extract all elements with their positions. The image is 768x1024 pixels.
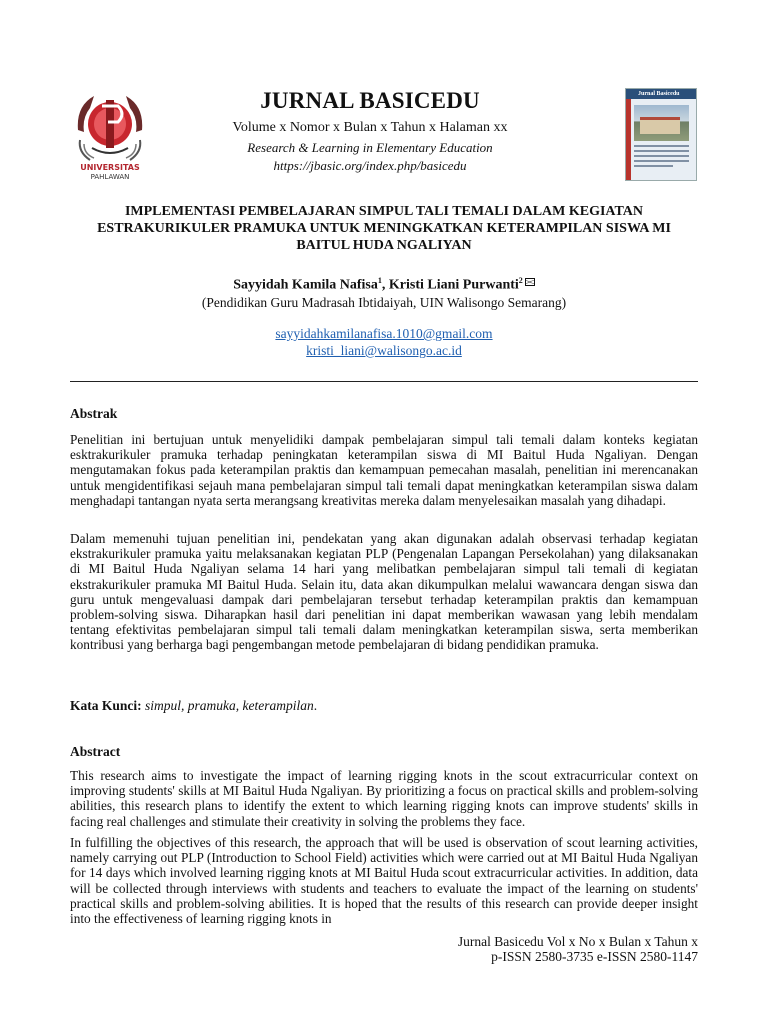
email-link-1[interactable]: sayyidahkamilanafisa.1010@gmail.com: [275, 326, 493, 341]
journal-title: JURNAL BASICEDU: [260, 88, 480, 113]
header-divider: [70, 381, 698, 382]
volume-line: Volume x Nomor x Bulan x Tahun x Halaman xx: [232, 120, 508, 135]
keywords-label: Kata Kunci:: [70, 698, 142, 713]
cover-title: Jurnal Basicedu: [638, 91, 680, 97]
abstrak-paragraph-2: Dalam memenuhi tujuan penelitian ini, pendekatan yang akan digunakan adalah observasi terhadap kegiatan ekstrakurikuler pramuka yaitu melaksanakan kegiatan PLP (Pengenalan Lapangan Persekolahan) yang dilaksanakan di MI Baitul Huda Ngaliyan selama 14 hari yang melibatkan pembelajaran simpul tali temali di kegiatan ekstrakurikuler pramuka MI Baitul Huda. Selain itu, data akan dikumpulkan melalui wawancara dengan siswa dan guru untuk mengevaluasi dampak dari pembelajaran tersebut terhadap keterampilan praktis dan kemampuan problem-solving siswa. Diharapkan hasil dari penelitian ini dapat memberikan wawasan yang lebih mendalam tentang efektivitas pembelajaran simpul tali temali dalam meningkatkan keterampilan siswa, serta memberikan kontribusi yang berharga bagi pengembangan metode pembelajaran di bidang pendidikan pramuka.: [70, 531, 698, 653]
authors-line: [70, 276, 698, 294]
envelope-icon: [525, 278, 535, 286]
journal-cover-thumbnail: [625, 88, 697, 181]
abstrak-heading: Abstrak: [70, 406, 118, 421]
author-1-sup: 1: [377, 276, 382, 285]
logo-text-1: UNIVERSITAS: [80, 163, 140, 172]
footer-journal-line: Jurnal Basicedu Vol x No x Bulan x Tahun x: [457, 934, 698, 949]
author-separator: ,: [381, 277, 389, 293]
footer-issn-line: p-ISSN 2580-3735 e-ISSN 2580-1147: [491, 949, 698, 964]
affiliation: (Pendidikan Guru Madrasah Ibtidaiyah, UIN Walisongo Semarang): [201, 295, 567, 310]
logo-text-2: PAHLAWAN: [90, 173, 130, 180]
article-title: IMPLEMENTASI PEMBELAJARAN SIMPUL TALI TEMALI DALAM KEGIATAN ESTRAKURIKULER PRAMUKA UNTUK MENINGKATKAN KETERAMPILAN SISWA MI BAITUL HUDA NGALIYAN: [97, 204, 671, 253]
email-link-2[interactable]: kristi_liani@walisongo.ac.id: [306, 343, 462, 358]
journal-subtitle: Research & Learning in Elementary Education: [247, 140, 493, 155]
author-2: Kristi Liani Purwanti: [388, 277, 519, 293]
keywords-end: .: [313, 698, 318, 713]
keywords-line: [70, 698, 317, 714]
abstract-paragraph-2: In fulfilling the objectives of this research, the approach that will be used is observation of scout learning activities, namely carrying out PLP (Introduction to School Field) activities which were carried out at MI Baitul Huda Ngaliyan for 14 days which involved learning rigging knots at MI Baitul Huda scout extracurricular activities. In addition, data will be collected through interviews with students and teachers to evaluate the impact of the learning on students' practical skills and problem-solving abilities. It is hoped that the results of this research can provide deeper insight into the effectiveness of learning rigging knots in: [70, 835, 698, 927]
abstract-paragraph-1: This research aims to investigate the impact of learning rigging knots in the scout extracurricular context on improving students' skills at MI Baitul Huda Ngaliyan. By prioritizing a focus on practical skills and problem-solving abilities, this research plans to identify the extent to which learning rigging knots can improve students' skills in facing real challenges and stimulate their creativity in solving the problems they face.: [70, 768, 698, 829]
journal-url[interactable]: https://jbasic.org/index.php/basicedu: [273, 158, 467, 173]
abstract-heading: Abstract: [70, 744, 121, 759]
author-2-sup: 2: [518, 276, 523, 285]
university-logo: [72, 86, 148, 180]
author-1: Sayyidah Kamila Nafisa: [233, 277, 378, 293]
abstrak-paragraph-1: Penelitian ini bertujuan untuk menyelidiki dampak pembelajaran simpul tali temali dalam konteks kegiatan esktrakurikuler pramuka terhadap peningkatan keterampilan siswa di MI Baitul Huda Ngaliyan. Dengan mengutamakan fokus pada keterampilan praktis dan kemampuan pemecahan masalah, penelitian ini merencanakan untuk mengidentifikasi sejauh mana pembelajaran simpul tali temali dapat meningkatkan keterampilan siswa dalam menghadapi tantangan nyata serta merangsang kreativitas mereka dalam menyelesaikan masalah yang dihadapi.: [70, 432, 698, 508]
keywords-values: simpul, pramuka, keterampilan: [145, 698, 314, 713]
